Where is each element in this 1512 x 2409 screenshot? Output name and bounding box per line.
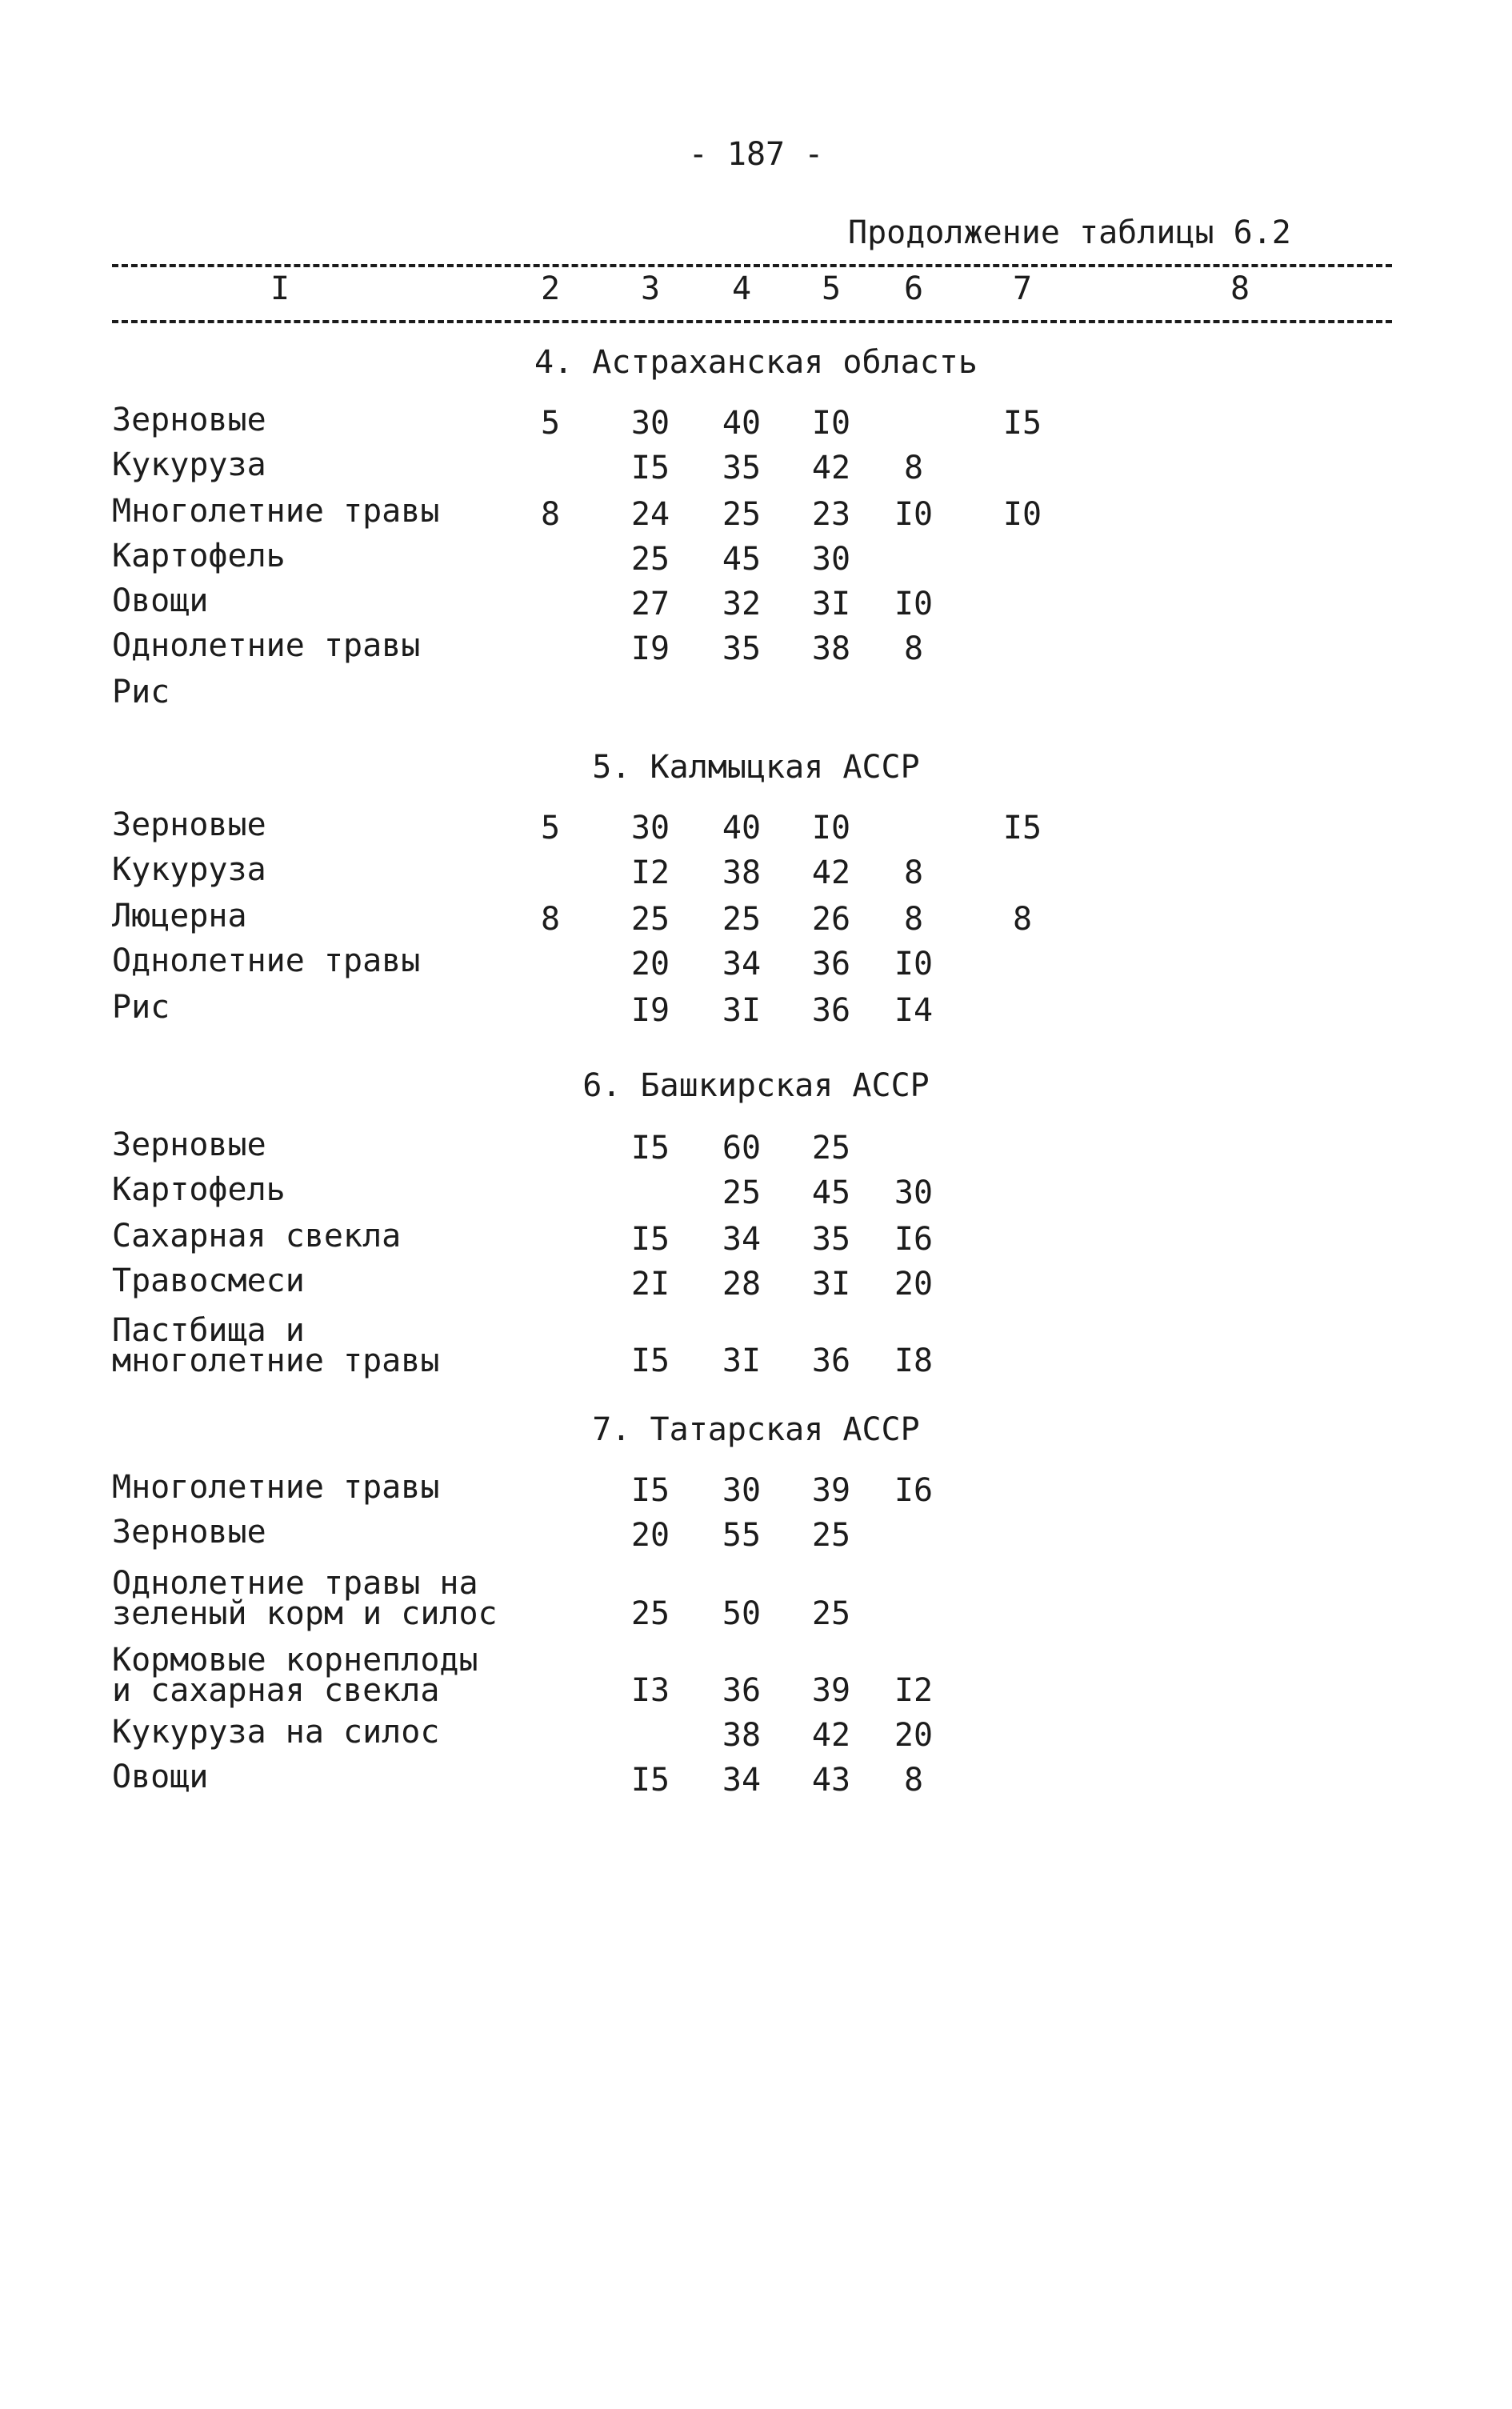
table-cell: 8 — [1012, 901, 1033, 938]
row-label: Зерновые — [112, 806, 266, 843]
table-cell: 38 — [811, 630, 851, 667]
table-row — [0, 1714, 1512, 1762]
header-rule-top — [112, 264, 1392, 267]
table-row — [0, 1126, 1512, 1174]
table-cell: I3 — [630, 1672, 670, 1709]
table-cell: 24 — [630, 496, 670, 533]
table-cell: 20 — [630, 1517, 670, 1554]
table-cell: I9 — [630, 992, 670, 1029]
table-cell: 36 — [811, 946, 851, 982]
table-cell: 25 — [630, 541, 670, 578]
table-cell: 8 — [540, 496, 561, 533]
row-label: Многолетние травы — [112, 493, 440, 530]
table-cell: 43 — [811, 1762, 851, 1799]
table-cell: 39 — [811, 1472, 851, 1509]
table-cell: I5 — [1002, 405, 1042, 442]
table-cell: I5 — [630, 1343, 670, 1379]
table-cell: 30 — [811, 541, 851, 578]
table-row — [0, 1171, 1512, 1219]
row-label: Кормовые корнеплоды и сахарная свекла — [112, 1642, 478, 1709]
table-cell: I0 — [894, 586, 934, 622]
table-row — [0, 627, 1512, 675]
table-row — [0, 1469, 1512, 1517]
table-cell: 25 — [722, 1174, 762, 1211]
table-row — [0, 1759, 1512, 1807]
column-header: 7 — [1012, 270, 1033, 307]
table-cell: 25 — [630, 1595, 670, 1632]
table-cell: 3I — [722, 992, 762, 1029]
table-cell: 36 — [722, 1672, 762, 1709]
column-header: 3 — [640, 270, 661, 307]
table-cell: 34 — [722, 1762, 762, 1799]
table-cell: 42 — [811, 450, 851, 486]
table-cell: 20 — [894, 1266, 934, 1303]
table-cell: 25 — [811, 1595, 851, 1632]
table-cell: I0 — [894, 946, 934, 982]
column-header: 6 — [903, 270, 924, 307]
row-label: Зерновые — [112, 1514, 266, 1551]
table-row — [0, 898, 1512, 946]
table-cell: 45 — [811, 1174, 851, 1211]
table-row — [0, 989, 1512, 1037]
column-header: 2 — [540, 270, 561, 307]
table-cell: I0 — [1002, 496, 1042, 533]
table-cell: 38 — [722, 854, 762, 891]
table-cell: I0 — [811, 405, 851, 442]
row-label: Зерновые — [112, 402, 266, 438]
table-row — [0, 674, 1512, 722]
column-header: 8 — [1230, 270, 1250, 307]
table-cell: 34 — [722, 1221, 762, 1258]
table-cell: I4 — [894, 992, 934, 1029]
row-label: Рис — [112, 989, 170, 1026]
page-number: - 187 - — [688, 136, 824, 173]
table-row — [0, 1312, 1512, 1379]
table-row — [0, 1565, 1512, 1632]
table-cell: 35 — [722, 630, 762, 667]
table-cell: 30 — [630, 405, 670, 442]
section-title: 7. Татарская АССР — [592, 1411, 920, 1448]
table-row — [0, 1642, 1512, 1709]
table-cell: 3I — [811, 586, 851, 622]
table-cell: 27 — [630, 586, 670, 622]
table-cell: 8 — [903, 854, 924, 891]
table-cell: 32 — [722, 586, 762, 622]
row-label: Овощи — [112, 1759, 209, 1795]
table-cell: I6 — [894, 1221, 934, 1258]
table-cell: 55 — [722, 1517, 762, 1554]
table-row — [0, 1218, 1512, 1266]
continuation-label: Продолжение таблицы 6.2 — [848, 214, 1291, 251]
table-cell: 2I — [630, 1266, 670, 1303]
table-row — [0, 582, 1512, 630]
table-cell: 20 — [630, 946, 670, 982]
table-cell: 60 — [722, 1130, 762, 1166]
table-row — [0, 851, 1512, 899]
table-cell: 45 — [722, 541, 762, 578]
table-cell: 30 — [894, 1174, 934, 1211]
row-label: Пастбища и многолетние травы — [112, 1312, 440, 1379]
table-cell: 25 — [811, 1130, 851, 1166]
table-cell: 38 — [722, 1717, 762, 1754]
table-cell: 26 — [811, 901, 851, 938]
column-header: 4 — [731, 270, 752, 307]
table-cell: 40 — [722, 405, 762, 442]
table-cell: 35 — [811, 1221, 851, 1258]
table-row — [0, 1514, 1512, 1562]
table-cell: I0 — [811, 810, 851, 846]
table-row — [0, 538, 1512, 586]
table-cell: 30 — [630, 810, 670, 846]
table-cell: 8 — [903, 630, 924, 667]
table-cell: 25 — [630, 901, 670, 938]
table-cell: 39 — [811, 1672, 851, 1709]
table-cell: I9 — [630, 630, 670, 667]
table-cell: 3I — [811, 1266, 851, 1303]
table-cell: 25 — [811, 1517, 851, 1554]
section-title: 5. Калмыцкая АССР — [592, 749, 920, 786]
row-label: Кукуруза на силос — [112, 1714, 440, 1751]
table-cell: 8 — [903, 450, 924, 486]
row-label: Однолетние травы — [112, 627, 421, 664]
row-label: Травосмеси — [112, 1263, 305, 1299]
table-cell: 23 — [811, 496, 851, 533]
row-label: Зерновые — [112, 1126, 266, 1163]
table-cell: 34 — [722, 946, 762, 982]
table-row — [0, 402, 1512, 450]
table-cell: 50 — [722, 1595, 762, 1632]
table-cell: 3I — [722, 1343, 762, 1379]
table-cell: 5 — [540, 405, 561, 442]
table-cell: I5 — [1002, 810, 1042, 846]
column-header: I — [270, 270, 290, 307]
table-header-row — [0, 270, 1512, 315]
table-cell: 42 — [811, 854, 851, 891]
table-cell: I2 — [894, 1672, 934, 1709]
table-cell: I5 — [630, 1221, 670, 1258]
table-cell: I0 — [894, 496, 934, 533]
table-cell: 8 — [540, 901, 561, 938]
row-label: Однолетние травы на зеленый корм и силос — [112, 1565, 498, 1632]
table-cell: 30 — [722, 1472, 762, 1509]
row-label: Рис — [112, 674, 170, 710]
table-cell: I5 — [630, 450, 670, 486]
table-row — [0, 446, 1512, 494]
row-label: Однолетние травы — [112, 942, 421, 979]
table-row — [0, 493, 1512, 541]
table-cell: 42 — [811, 1717, 851, 1754]
row-label: Многолетние травы — [112, 1469, 440, 1506]
row-label: Люцерна — [112, 898, 247, 934]
table-row — [0, 1263, 1512, 1311]
table-cell: 25 — [722, 901, 762, 938]
table-cell: 40 — [722, 810, 762, 846]
table-cell: 36 — [811, 1343, 851, 1379]
table-cell: 5 — [540, 810, 561, 846]
table-cell: 28 — [722, 1266, 762, 1303]
table-row — [0, 806, 1512, 854]
table-cell: I2 — [630, 854, 670, 891]
table-cell: 35 — [722, 450, 762, 486]
row-label: Картофель — [112, 538, 286, 574]
section-title: 4. Астраханская область — [534, 344, 978, 381]
table-row — [0, 942, 1512, 990]
table-cell: 36 — [811, 992, 851, 1029]
table-cell: 20 — [894, 1717, 934, 1754]
row-label: Кукуруза — [112, 446, 266, 483]
table-cell: I5 — [630, 1472, 670, 1509]
table-cell: I5 — [630, 1762, 670, 1799]
table-cell: 8 — [903, 1762, 924, 1799]
table-cell: I5 — [630, 1130, 670, 1166]
column-header: 5 — [821, 270, 842, 307]
table-cell: I8 — [894, 1343, 934, 1379]
header-rule-bottom — [112, 320, 1392, 323]
row-label: Овощи — [112, 582, 209, 619]
row-label: Сахарная свекла — [112, 1218, 402, 1255]
row-label: Кукуруза — [112, 851, 266, 888]
row-label: Картофель — [112, 1171, 286, 1208]
table-cell: 8 — [903, 901, 924, 938]
section-title: 6. Башкирская АССР — [582, 1067, 930, 1104]
table-cell: 25 — [722, 496, 762, 533]
table-cell: I6 — [894, 1472, 934, 1509]
